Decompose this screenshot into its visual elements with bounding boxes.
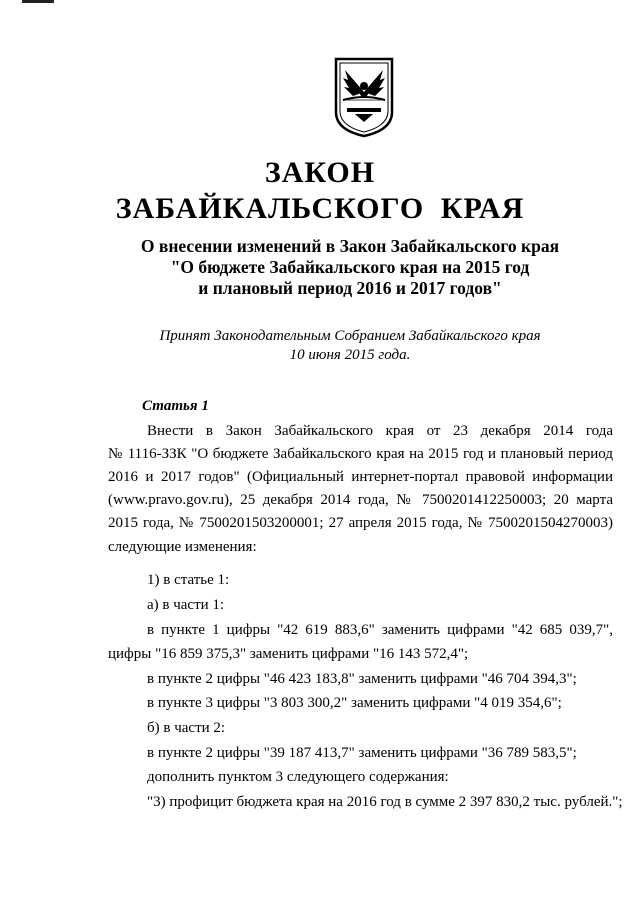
article-text-line: в пункте 1 цифры "42 619 883,6" заменить цифрами "42 685 039,7",	[147, 622, 613, 638]
article-text-line: Внести в Закон Забайкальского края от 23 декабря 2014 года	[147, 423, 613, 439]
article-text-line: в пункте 2 цифры "46 423 183,8" заменить цифрами "46 704 394,3";	[147, 671, 577, 687]
article-text-line: 1) в статье 1:	[147, 572, 230, 588]
article-text-line: следующие изменения:	[108, 539, 257, 555]
article-text-line: дополнить пунктом 3 следующего содержания:	[147, 769, 449, 785]
article-text-line: (www.pravo.gov.ru), 25 декабря 2014 года, № 7500201412250003; 20 марта	[108, 492, 613, 508]
document-subtitle-line3: и плановый период 2016 и 2017 годов"	[198, 278, 502, 298]
adoption-note-line1: Принят Законодательным Собранием Забайкальского края	[159, 328, 541, 344]
article-text-line: а) в части 1:	[147, 597, 225, 613]
document-title: ЗАКОН	[264, 156, 376, 189]
top-edge-mark	[22, 0, 54, 3]
article-text-line: 2016 и 2017 годов" (Официальный интернет-портал правовой информации	[108, 469, 613, 485]
article-heading: Статья 1	[142, 398, 209, 414]
coat-of-arms-icon	[333, 56, 395, 138]
article-text-line: 2015 года, № 7500201503200001; 27 апреля 2015 года, № 7500201504270003)	[108, 515, 613, 531]
article-text-line: № 1116-ЗЗК "О бюджете Забайкальского края на 2015 год и плановый период	[108, 446, 613, 462]
document-title-region: ЗАБАЙКАЛЬСКОГО КРАЯ	[115, 192, 525, 225]
document-subtitle-line2: "О бюджете Забайкальского края на 2015 год	[170, 257, 530, 277]
article-text-line: в пункте 3 цифры "3 803 300,2" заменить цифрами "4 019 354,6";	[147, 695, 562, 711]
article-text-line: в пункте 2 цифры "39 187 413,7" заменить цифрами "36 789 583,5";	[147, 745, 577, 761]
article-text-line: "3) профицит бюджета края на 2016 год в сумме 2 397 830,2 тыс. рублей.";	[147, 794, 623, 810]
article-text-line: цифры "16 859 375,3" заменить цифрами "16 143 572,4";	[108, 646, 469, 662]
adoption-note-date: 10 июня 2015 года.	[289, 347, 411, 363]
article-text-line: б) в части 2:	[147, 720, 226, 736]
document-subtitle-line1: О внесении изменений в Закон Забайкальского края	[140, 236, 560, 256]
